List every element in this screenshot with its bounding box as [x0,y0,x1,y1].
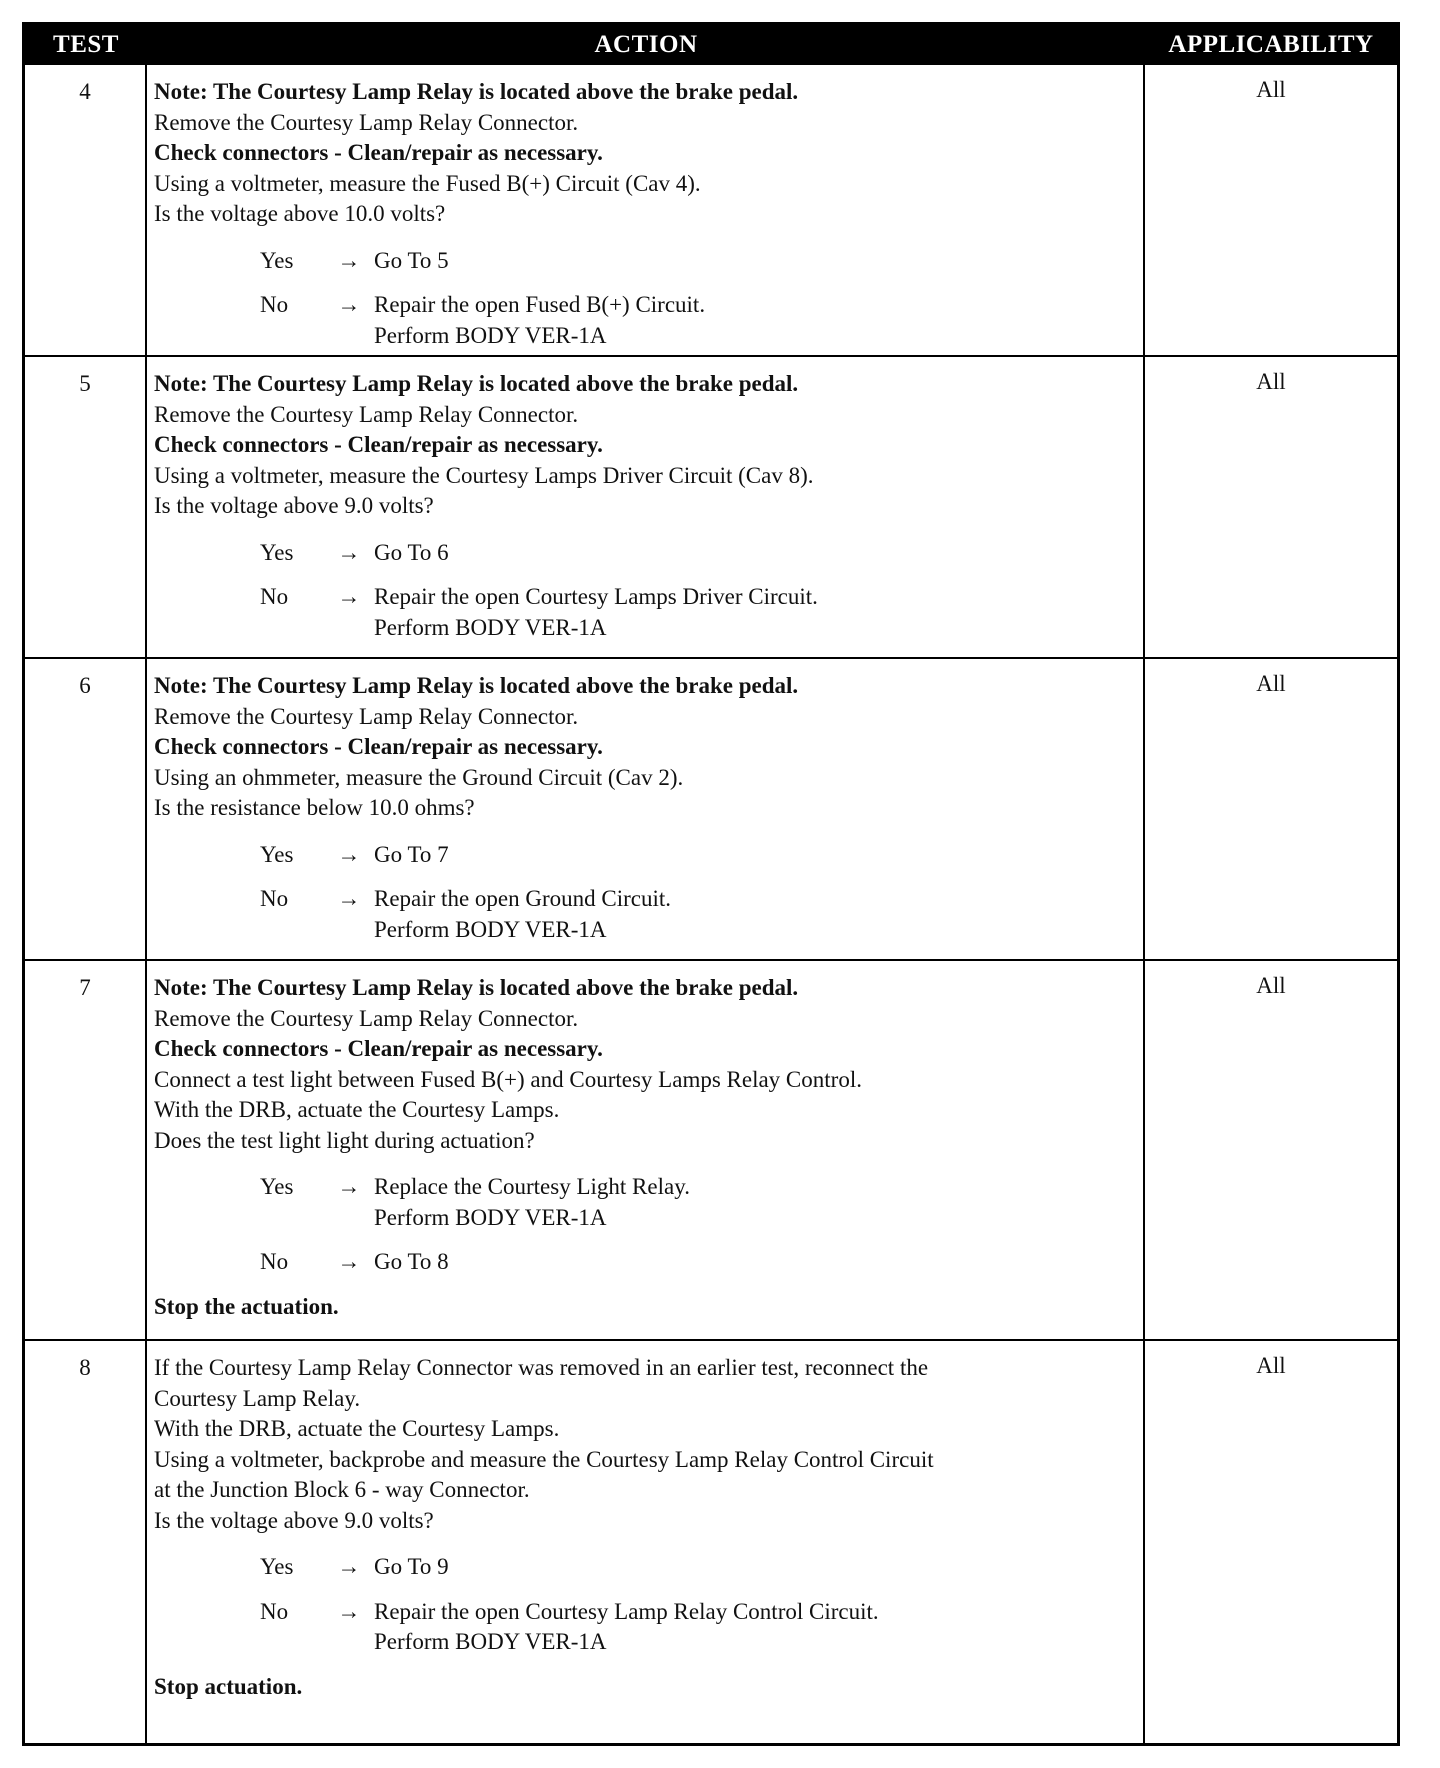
question-line: Is the voltage above 9.0 volts? [154,1507,434,1533]
step-line: Remove the Courtesy Lamp Relay Connector. [154,109,579,135]
test-number: 8 [79,1355,91,1380]
no-option [154,1597,1139,1658]
right-arrow-icon: → [337,1174,361,1199]
applicability-value: All [1256,369,1286,394]
check-line: Check connectors - Clean/repair as necessary. [154,432,603,457]
check-line: Check connectors - Clean/repair as necessary. [154,1036,603,1061]
test-number: 6 [79,673,91,698]
yes-option [154,538,1139,569]
no-text-line: Perform BODY VER-1A [374,916,607,942]
header-action: ACTION [594,31,698,58]
table-row [25,357,1397,657]
no-text-line: Repair the open Courtesy Lamp Relay Control Circuit. [374,1598,879,1624]
no-text-line: Repair the open Fused B(+) Circuit. [374,292,706,317]
yes-label: Yes [260,1174,294,1199]
step-line: Remove the Courtesy Lamp Relay Connector. [154,1005,579,1031]
yes-option [154,1172,1139,1233]
no-option [154,290,1139,351]
yes-label: Yes [260,247,294,273]
note-line: Note: The Courtesy Lamp Relay is located above the brake pedal. [154,975,799,1000]
step-line: Using a voltmeter, backprobe and measure the Courtesy Lamp Relay Control Circuit [154,1446,934,1472]
no-text [374,582,1139,643]
table-row [25,961,1397,1339]
stop-actuation-line: Stop the actuation. [154,1293,339,1319]
applicability-value: All [1256,1353,1286,1378]
no-label: No [260,292,289,317]
step-line: With the DRB, actuate the Courtesy Lamps. [154,1097,560,1122]
action-cell [154,973,1139,1322]
note-line: Note: The Courtesy Lamp Relay is located above the brake pedal. [154,79,799,104]
no-text-line: Repair the open Courtesy Lamps Driver Circuit. [374,584,818,609]
yes-option [154,840,1139,871]
stop-actuation-line: Stop actuation. [154,1673,303,1699]
yes-text [374,1172,1139,1233]
table-row [25,1341,1397,1743]
step-line: Using a voltmeter, measure the Fused B(+) Circuit (Cav 4). [154,170,701,196]
action-cell [154,1353,1139,1702]
no-text-line: Repair the open Ground Circuit. [374,886,672,911]
yes-text: Go To 9 [374,1554,449,1579]
step-line: at the Junction Block 6 - way Connector. [154,1477,530,1502]
action-cell [154,77,1139,351]
no-option [154,1247,1139,1278]
yes-label: Yes [260,539,294,565]
yes-text: Go To 5 [374,247,449,273]
header-test: TEST [53,31,119,58]
yes-text-line: Replace the Courtesy Light Relay. [374,1174,690,1199]
step-line: If the Courtesy Lamp Relay Connector was removed in an earlier test, reconnect the [154,1355,929,1380]
check-line: Check connectors - Clean/repair as necessary. [154,734,603,759]
note-line: Note: The Courtesy Lamp Relay is located above the brake pedal. [154,673,799,698]
check-line: Check connectors - Clean/repair as necessary. [154,140,603,165]
question-line: Is the voltage above 9.0 volts? [154,493,434,518]
step-line: Connect a test light between Fused B(+) and Courtesy Lamps Relay Control. [154,1066,862,1092]
question-line: Does the test light light during actuation? [154,1127,535,1153]
question-line: Is the resistance below 10.0 ohms? [154,795,475,820]
right-arrow-icon: → [337,841,361,867]
right-arrow-icon: → [337,886,361,911]
right-arrow-icon: → [337,1249,361,1274]
yes-option [154,246,1139,277]
table-row [25,659,1397,959]
step-line: Remove the Courtesy Lamp Relay Connector. [154,401,579,427]
no-text-line: Perform BODY VER-1A [374,322,607,348]
no-label: No [260,886,289,911]
yes-option [154,1552,1139,1583]
no-text [374,290,1139,351]
yes-text-line: Perform BODY VER-1A [374,1204,607,1230]
applicability-value: All [1256,77,1286,102]
no-text [374,884,1139,945]
step-line: Using a voltmeter, measure the Courtesy Lamps Driver Circuit (Cav 8). [154,462,814,488]
note-line: Note: The Courtesy Lamp Relay is located above the brake pedal. [154,371,799,396]
no-label: No [260,584,289,609]
diagnostic-test-table [22,22,1400,1746]
no-option [154,582,1139,643]
table-row [25,65,1397,355]
test-number: 4 [79,79,91,104]
test-number: 5 [79,371,91,396]
no-label: No [260,1598,289,1624]
action-cell [154,369,1139,643]
step-line: Courtesy Lamp Relay. [154,1385,361,1411]
yes-text: Go To 7 [374,841,449,867]
no-label: No [260,1249,289,1274]
no-text-line: Perform BODY VER-1A [374,1629,607,1654]
right-arrow-icon: → [337,584,361,609]
table-header [25,25,1397,65]
no-text-line: Perform BODY VER-1A [374,614,607,640]
yes-label: Yes [260,1554,294,1579]
right-arrow-icon: → [337,1554,361,1579]
no-text: Go To 8 [374,1249,449,1274]
applicability-value: All [1256,973,1286,998]
right-arrow-icon: → [337,539,361,565]
yes-label: Yes [260,841,294,867]
no-text [374,1597,1139,1658]
yes-text: Go To 6 [374,539,449,565]
step-line: Remove the Courtesy Lamp Relay Connector. [154,703,579,729]
no-option [154,884,1139,945]
test-number: 7 [79,975,91,1000]
step-line: Using an ohmmeter, measure the Ground Circuit (Cav 2). [154,764,684,790]
header-applicability: APPLICABILITY [1168,31,1374,58]
right-arrow-icon: → [337,292,361,317]
question-line: Is the voltage above 10.0 volts? [154,201,446,226]
right-arrow-icon: → [337,247,361,273]
step-line: With the DRB, actuate the Courtesy Lamps. [154,1416,560,1441]
applicability-value: All [1256,671,1286,696]
action-cell [154,671,1139,945]
right-arrow-icon: → [337,1598,361,1624]
